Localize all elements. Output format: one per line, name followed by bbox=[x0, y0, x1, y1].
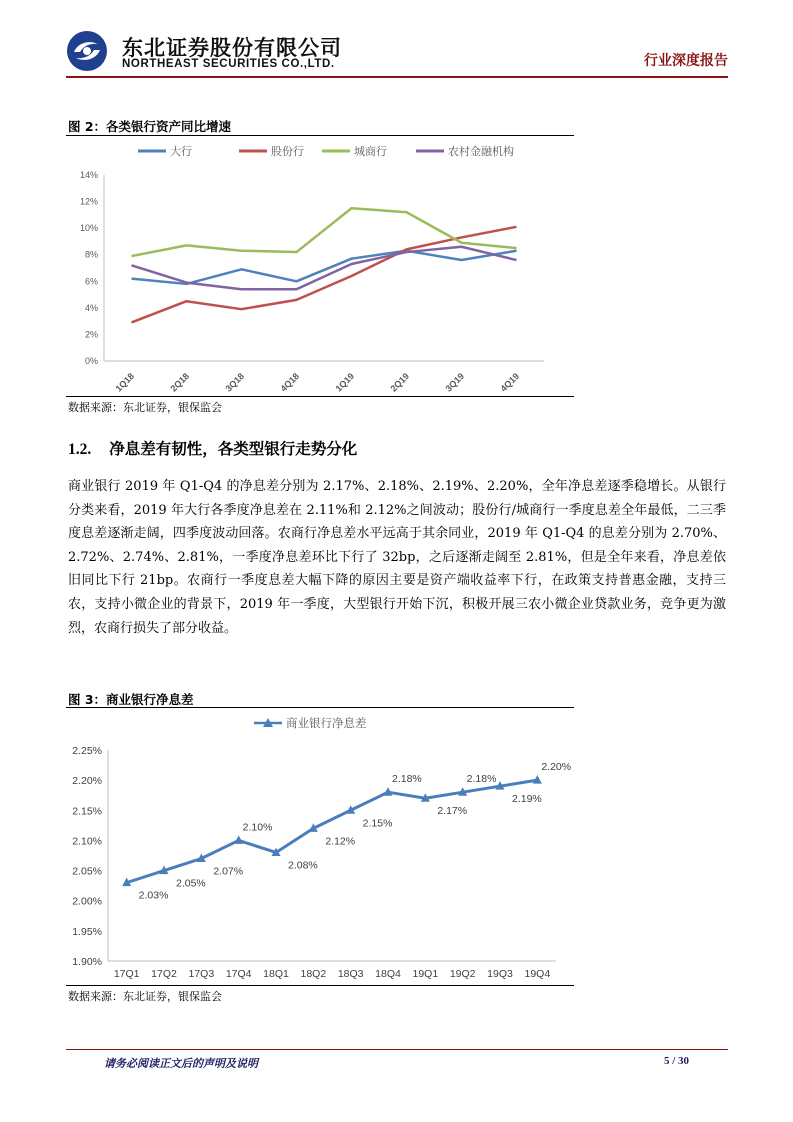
figure3-chart bbox=[66, 708, 574, 985]
chart1-x-tick-label: 4Q19 bbox=[498, 371, 522, 394]
chart2-legend-label: 商业银行净息差 bbox=[286, 718, 367, 730]
company-name-cn: 东北证券股份有限公司 bbox=[122, 36, 342, 60]
chart2-x-tick-label: 18Q3 bbox=[337, 968, 364, 980]
chart1-y-tick-label: 12% bbox=[79, 196, 98, 207]
body-paragraph: 商业银行 2019 年 Q1-Q4 的净息差分别为 2.17%、2.18%、2.19%、2.20%，全年净息差逐季稳增长。从银行分类来看，2019 年大行各季度净息差在 2.11%和 2.12%之间波动；股份行/城商行一季度息差全年最低，二三季度息差逐渐走阔，四季度波动回落。农商行净息差水平远高于其余同业，2019 年 Q1-Q4 的息差分别为 2.70%、2.72%、2.74%、2.81%，一季度净息差环比下行了 32bp，之后逐渐走阔至 2.81%，但是全年来看，净息差依旧同比下行 21bp。农商行一季度息差大幅下降的原因主要是资产端收益率下行，在政策支持普惠金融，支持三农，支持小微企业的背景下，2019 年一季度，大型银行开始下沉，积极开展三农小微企业贷款业务，竞争更为激烈，农商行损失了部分收益。 bbox=[68, 479, 726, 636]
chart2-y-tick-label: 2.20% bbox=[72, 775, 102, 788]
chart1-y-tick-label: 4% bbox=[84, 302, 98, 313]
chart2-x-tick-label: 17Q4 bbox=[225, 968, 252, 980]
section-title: 净息差有韧性，各类型银行走势分化 bbox=[109, 440, 358, 458]
chart2-x-tick-label: 18Q1 bbox=[263, 968, 289, 980]
chart1-series-line bbox=[132, 208, 517, 256]
chart2-series-line bbox=[127, 780, 538, 882]
chart1-x-tick-label: 2Q19 bbox=[388, 371, 412, 394]
company-logo-icon bbox=[66, 30, 108, 72]
chart2-data-label: 2.08% bbox=[288, 859, 318, 872]
figure3-source: 数据来源：东北证券，银保监会 bbox=[68, 990, 222, 1003]
chart2-x-tick-label: 19Q4 bbox=[524, 968, 551, 980]
chart2-data-label: 2.19% bbox=[512, 793, 542, 806]
chart2-x-tick-label: 18Q4 bbox=[375, 968, 401, 980]
figure2-chart-container bbox=[66, 137, 574, 395]
chart2-data-label: 2.15% bbox=[362, 817, 393, 830]
figure3-bottom-rule bbox=[66, 985, 574, 986]
chart2-data-label: 2.18% bbox=[392, 773, 422, 786]
chart2-data-label: 2.10% bbox=[242, 821, 273, 834]
chart2-data-label: 2.07% bbox=[213, 865, 244, 878]
company-name-en: NORTHEAST SECURITIES CO.,LTD. bbox=[122, 58, 335, 70]
figure2-chart bbox=[66, 137, 574, 395]
page-number: 5 / 30 bbox=[663, 1055, 689, 1067]
footer-disclaimer: 请务必阅读正文后的声明及说明 bbox=[104, 1057, 258, 1070]
figure2-title: 图 2：各类银行资产同比增速 bbox=[68, 119, 232, 134]
figure2-bottom-rule bbox=[66, 396, 574, 397]
header-divider bbox=[66, 76, 728, 78]
chart2-y-tick-label: 2.00% bbox=[72, 895, 102, 908]
chart2-data-label: 2.12% bbox=[325, 835, 356, 848]
chart1-y-tick-label: 6% bbox=[84, 276, 98, 287]
chart1-series-line bbox=[132, 251, 517, 284]
chart2-data-marker bbox=[234, 835, 243, 844]
section-heading bbox=[68, 437, 357, 459]
chart1-legend-label: 农村金融机构 bbox=[448, 146, 514, 158]
chart1-y-tick-label: 0% bbox=[84, 356, 98, 366]
chart2-x-tick-label: 19Q1 bbox=[412, 968, 439, 980]
chart2-x-tick-label: 17Q3 bbox=[188, 968, 215, 980]
chart1-legend-label: 大行 bbox=[170, 146, 192, 158]
chart1-x-tick-label: 3Q18 bbox=[223, 371, 247, 394]
chart2-x-tick-label: 18Q2 bbox=[300, 968, 327, 980]
figure2-top-rule bbox=[66, 135, 574, 136]
chart2-y-tick-label: 2.25% bbox=[72, 745, 102, 757]
figure3-title: 图 3：商业银行净息差 bbox=[68, 692, 194, 707]
chart1-x-tick-label: 4Q18 bbox=[278, 371, 302, 394]
footer-divider bbox=[66, 1049, 728, 1050]
chart1-x-tick-label: 1Q18 bbox=[113, 371, 137, 394]
chart2-data-label: 2.17% bbox=[437, 805, 468, 818]
chart1-y-tick-label: 2% bbox=[84, 329, 98, 340]
chart2-data-label: 2.05% bbox=[176, 877, 206, 890]
chart2-data-label: 2.03% bbox=[138, 889, 169, 902]
chart1-x-tick-label: 3Q19 bbox=[443, 371, 467, 394]
chart1-legend-label: 股份行 bbox=[271, 146, 304, 158]
figure3-chart-container bbox=[66, 708, 574, 985]
chart2-x-tick-label: 19Q2 bbox=[449, 968, 476, 980]
chart1-y-tick-label: 10% bbox=[79, 223, 98, 234]
chart1-series-line bbox=[132, 247, 517, 290]
chart1-x-tick-label: 1Q19 bbox=[333, 371, 357, 394]
chart2-y-tick-label: 2.15% bbox=[72, 805, 102, 818]
chart1-x-tick-label: 2Q18 bbox=[168, 371, 192, 394]
chart2-y-tick-label: 1.95% bbox=[72, 925, 102, 938]
report-type: 行业深度报告 bbox=[644, 53, 728, 69]
chart1-y-tick-label: 8% bbox=[84, 249, 98, 260]
figure2-source: 数据来源：东北证券，银保监会 bbox=[68, 401, 222, 414]
chart2-data-label: 2.20% bbox=[541, 761, 572, 774]
chart2-x-tick-label: 17Q1 bbox=[113, 968, 140, 980]
section-number: 1.2. bbox=[68, 441, 92, 458]
chart2-x-tick-label: 17Q2 bbox=[151, 968, 177, 980]
chart2-y-tick-label: 2.05% bbox=[72, 865, 102, 878]
chart2-data-label: 2.18% bbox=[466, 773, 497, 786]
chart2-y-tick-label: 2.10% bbox=[72, 835, 102, 848]
chart1-legend-label: 城商行 bbox=[354, 146, 387, 158]
chart1-y-tick-label: 14% bbox=[79, 170, 98, 180]
page-header bbox=[66, 28, 728, 74]
chart2-y-tick-label: 1.90% bbox=[72, 956, 102, 968]
chart2-x-tick-label: 19Q3 bbox=[487, 968, 513, 980]
